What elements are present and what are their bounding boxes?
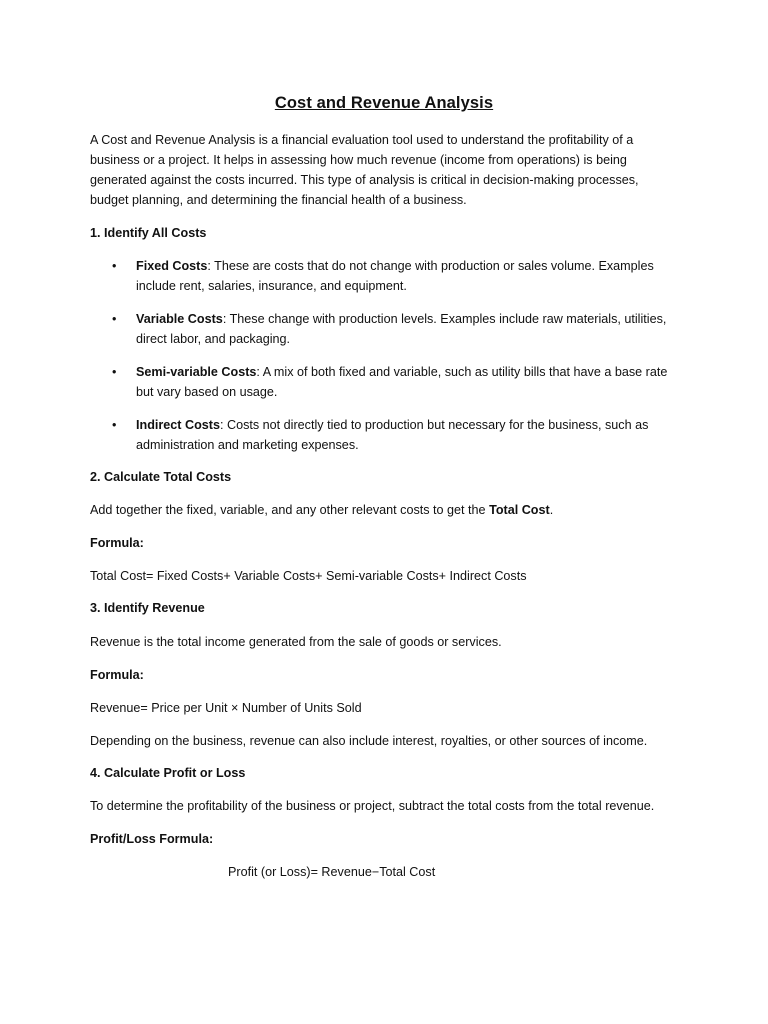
document-title: Cost and Revenue Analysis (274, 94, 494, 112)
bullet-text: : These are costs that do not change with production or sales volume. Examples include rent, salaries, insurance, and equipment. (136, 259, 654, 293)
text-run: Add together the fixed, variable, and any other relevant costs to get the (90, 503, 490, 517)
total-cost-paragraph (90, 500, 680, 520)
bullet-icon: • (112, 312, 117, 326)
list-item (90, 309, 676, 349)
section-heading-profit-loss: 4. Calculate Profit or Loss (90, 766, 246, 780)
bullet-icon: • (112, 365, 117, 379)
bullet-text: : A mix of both fixed and variable, such as utility bills that have a base rate but vary based on usage. (136, 365, 668, 399)
bullet-term: Variable Costs (136, 312, 223, 326)
formula-label: Formula: (90, 536, 144, 550)
section-heading-identify-costs: 1. Identify All Costs (90, 226, 207, 240)
revenue-paragraph: Revenue is the total income generated from the sale of goods or services. (90, 635, 502, 649)
profit-formula-label: Profit/Loss Formula: (90, 832, 214, 846)
cost-types-list (90, 256, 680, 468)
profit-formula: Profit (or Loss)= Revenue−Total Cost (228, 865, 436, 879)
total-cost-term: Total Cost (489, 503, 550, 517)
total-cost-formula: Total Cost= Fixed Costs+ Variable Costs+ Semi-variable Costs+ Indirect Costs (90, 569, 527, 583)
list-item (90, 362, 676, 402)
formula-label: Formula: (90, 668, 144, 682)
bullet-icon: • (112, 259, 117, 273)
bullet-term: Semi-variable Costs (136, 365, 257, 379)
section-heading-identify-revenue: 3. Identify Revenue (90, 601, 205, 615)
list-item (90, 256, 676, 296)
list-item (90, 415, 676, 455)
bullet-term: Fixed Costs (136, 259, 208, 273)
revenue-formula: Revenue= Price per Unit × Number of Units Sold (90, 701, 362, 715)
bullet-icon: • (112, 418, 117, 432)
revenue-note: Depending on the business, revenue can also include interest, royalties, or other sources of income. (90, 734, 648, 748)
text-run: . (549, 503, 554, 517)
section-heading-total-costs: 2. Calculate Total Costs (90, 470, 232, 484)
bullet-text: : These change with production levels. Examples include raw materials, utilities, direct labor, and packaging. (136, 312, 667, 346)
profit-paragraph: To determine the profitability of the business or project, subtract the total costs from the total revenue. (90, 799, 655, 813)
bullet-term: Indirect Costs (136, 418, 220, 432)
intro-paragraph: A Cost and Revenue Analysis is a financial evaluation tool used to understand the profitability of a business or a project. It helps in assessing how much revenue (income from operations) is being generated against the costs incurred. This type of analysis is critical in decision-making processes, budget planning, and determining the financial health of a business. (90, 133, 639, 207)
bullet-text: : Costs not directly tied to production but necessary for the business, such as administration and marketing expenses. (136, 418, 649, 452)
